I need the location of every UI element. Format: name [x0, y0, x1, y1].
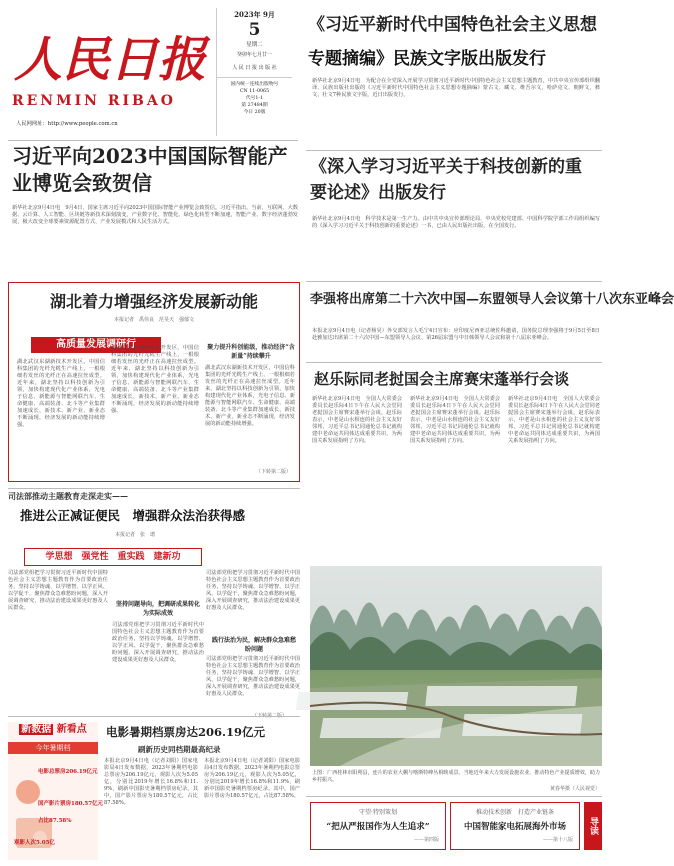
code-line: CN 11-0065: [239, 89, 270, 94]
promo-tag: 推动技术创新 打造产业链条: [475, 809, 554, 816]
promo-tag: 守望·特别策划: [359, 809, 397, 816]
guide-tag: 导读: [584, 802, 602, 850]
karst-landscape-photo: [310, 566, 602, 766]
masthead-pinyin: RENMIN RIBAO: [12, 93, 176, 109]
masthead-logo-art: [10, 10, 207, 88]
hubei-body-col3: 湖北武汉东湖新技术开发区，中国信科集团的光纤光缆生产线上，一根根细若发丝的光纤正在高速拉丝成型。近年来，湖北坚持以科技创新为引领，加快构建现代化产业体系，光电子信息、新能源与智能网联汽车、生命健康、高端装备、北斗等产业集群加速成长，新技术、新产业、新业态不断涌现，经济发展的新动能持续增强。: [205, 365, 295, 427]
asean-headline[interactable]: 李强将出席第二十六次中国—东盟领导人会议第十八次东亚峰会: [310, 292, 674, 307]
boxoffice-subhead: 刷新历史同档期最高纪录: [138, 745, 221, 754]
learn-banner: 学思想 强党性 重实践 建新功: [24, 548, 202, 566]
science-headline[interactable]: 《深入学习习近平关于科技创新的重要论述》出版发行: [310, 157, 582, 203]
hubei-subhead-banner: 高质量发展调研行: [31, 337, 161, 353]
judicial-byline: 本报记者 张 璁: [115, 532, 156, 538]
hubei-body-col2: 湖北武汉东湖新技术开发区，中国信科集团的光纤光缆生产线上，一根根细若发丝的光纤正在高速拉丝成型。近年来，湖北坚持以科技创新为引领，加快构建现代化产业体系，光电子信息、新能源与智能网联汽车、生命健康、高端装备、北斗等产业集群加速成长，新技术、新产业、新业态不断涌现，经济发展的新动能持续增强。: [111, 345, 199, 414]
promo-page: ——第四版: [413, 837, 439, 843]
svg-text:人民日报: 人民日报: [14, 32, 207, 88]
expo-body: 新华社北京9月4日电 9月4日，国家主席习近平向2023中国国际智能产业博览会致贺信。习近平指出，当前，互联网、大数据、云计算、人工智能、区块链等新技术深刻演变，产业数字化、智能化、绿色化转型不断加速，智能产业、数字经济蓬勃发展，极大改变全球要素资源配置方式、产业发展模式和人民生活方式。: [12, 205, 298, 225]
code-line: 国内统一连续出版物号: [230, 82, 279, 87]
hubei-headline[interactable]: 湖北着力增强经济发展新动能: [49, 292, 258, 311]
hubei-article-box: [8, 282, 300, 482]
date-day: 5: [248, 20, 261, 40]
code-line: 今日 20版: [243, 110, 266, 115]
newdata-line: 电影总票房206.19亿元: [38, 769, 98, 775]
masthead-website[interactable]: 人民网网址：http://www.people.com.cn: [16, 121, 118, 127]
promo-box[interactable]: [310, 802, 446, 850]
lead-headline-line1[interactable]: 《习近平新时代中国特色社会主义思想: [308, 15, 597, 35]
judicial-body-col2: 司法部党组把学习贯彻习近平新时代中国特色社会主义思想主题教育作为首要政治任务，坚持以学铸魂、以学增智、以学正风、以学促干，聚焦群众急难愁盼问题，深入开展调查研究，推动法治建设成果更好惠及人民群众。: [112, 622, 204, 663]
newdata-strip: 今年暑期档: [8, 742, 98, 754]
date-year-month: 2023年 9月: [234, 10, 275, 19]
date-edition: 人 民 日 报 出 版 社: [232, 65, 277, 71]
date-weekday: 星期二: [246, 42, 263, 48]
masthead-logo: [10, 10, 207, 88]
judicial-body-col4: 司法部党组把学习贯彻习近平新时代中国特色社会主义思想主题教育作为首要政治任务，坚持以学铸魂、以学增智、以学正风、以学促干，聚焦群众急难愁盼问题，深入开展调查研究，推动法治建设成果更好惠及人民群众。: [206, 656, 300, 697]
code-line: 代号1-1: [245, 96, 264, 101]
newdata-line: 国产影片票房180.57亿元: [38, 801, 104, 807]
zhao-body-2: 新华社北京9月4日电 全国人大常委会委员长赵乐际4日下午在人民大会堂同老挝国会主席赛宋蓬举行会谈。赵乐际表示，中老是山水相连的社会主义友好邻邦，习近平总书记同通伦总书记就构建中老命运共同体达成重要共识，为两国关系发展指明了方向。: [410, 396, 500, 444]
hubei-byline: 本报记者 禹伟良 范昊天 强郁文: [113, 317, 194, 323]
date-block: [216, 8, 292, 136]
zhao-body-1: 新华社北京9月4日电 全国人大常委会委员长赵乐际4日下午在人民大会堂同老挝国会主席赛宋蓬举行会谈。赵乐际表示，中老是山水相连的社会主义友好邻邦，习近平总书记同通伦总书记就构建中老命运共同体达成重要共识，为两国关系发展指明了方向。: [312, 396, 402, 444]
judicial-sub2: 践行法治为民，解决群众急难愁盼问题: [211, 637, 296, 653]
judicial-headline[interactable]: 推进公正减证便民 增强群众法治获得感: [20, 508, 246, 523]
boxoffice-headline[interactable]: 电影暑期档票房达206.19亿元: [106, 725, 266, 739]
newdata-label-a: 新数据: [21, 724, 52, 735]
zhao-body-3: 新华社北京9月4日电 全国人大常委会委员长赵乐际4日下午在人民大会堂同老挝国会主席赛宋蓬举行会谈。赵乐际表示，中老是山水相连的社会主义友好邻邦，习近平总书记同通伦总书记就构建中老命运共同体达成重要共识，为两国关系发展指明了方向。: [508, 396, 600, 444]
promo-page: ——第十八版: [542, 837, 573, 843]
promo-title: 中国智能家电拓展海外市场: [463, 822, 566, 832]
expo-headline[interactable]: 习近平向2023中国国际智能产业博览会致贺信: [12, 144, 288, 195]
masthead: [0, 0, 300, 150]
code-line: 第 27484期: [241, 103, 268, 108]
photo-credit: 黄春华摄（人民视觉）: [549, 786, 600, 792]
science-body: 新华社北京9月4日电 科学技术是第一生产力。由中共中央宣传部理论局、中央党校党建部、中国科学院学部工作局组织编写的《深入学习习近平关于科技创新的重要论述》一书，已由人民出版社出版，在全国发行。: [312, 216, 600, 229]
boxoffice-body-1: 本报北京9月4日电（记者刘阳）国家电影局4日发布数据，2023年暑期档电影总票房为206.19亿元，观影人次为5.05亿，分别比2019年增长16.8%和11.9%，刷新中国影史暑期档票房纪录。其中，国产影片票房为180.57亿元，占比87.58%。: [104, 758, 198, 806]
asean-body: 本报北京9月4日电（记者杨昊）外交部发言人毛宁4日宣布：应印度尼西亚总统佐科邀请，国务院总理李强将于9月5日至8日赴雅加达出席第二十六次中国—东盟领导人会议、第26届东盟与中日韩领导人会议和第十八届东亚峰会。: [312, 328, 600, 341]
judicial-sub1: 坚持问题导向，把调研成果转化为实际成效: [116, 601, 201, 617]
karst-photo-art: [310, 566, 602, 766]
promo-title: “把从严报国作为人生追求”: [326, 822, 430, 832]
boxoffice-body-2: 本报北京9月4日电（记者刘阳）国家电影局4日发布数据，2023年暑期档电影总票房为206.19亿元，观影人次为5.05亿，分别比2019年增长16.8%和11.9%，刷新中国影史暑期档票房纪录。其中，国产影片票房为180.57亿元，占比87.58%。: [204, 758, 300, 799]
newdata-line: 占比87.58%: [38, 818, 72, 824]
judicial-body-col1: 司法部党组把学习贯彻习近平新时代中国特色社会主义思想主题教育作为首要政治任务，坚持以学铸魂、以学增智、以学正风、以学促干，聚焦群众急难愁盼问题，深入开展调查研究，推动法治建设成果更好惠及人民群众。: [8, 570, 108, 611]
judicial-body-col3: 司法部党组把学习贯彻习近平新时代中国特色社会主义思想主题教育作为首要政治任务，坚持以学铸魂、以学增智、以学正风、以学促干，聚焦群众急难愁盼问题，深入开展调查研究，推动法治建设成果更好惠及人民群众。: [206, 570, 300, 611]
judicial-kicker: 司法部推动主题教育走深走实——: [8, 491, 128, 501]
newdata-panel: [8, 722, 104, 860]
photo-caption: 上图：广西桂林市阳朔县，连片的农业大棚与喀斯特峰丛相映成景。当地近年来大力发展设施农业，推动特色产业提质增效，助力乡村振兴。: [312, 770, 600, 783]
hubei-continued[interactable]: （下转第二版）: [255, 469, 291, 475]
hubei-body-col1: 湖北武汉东湖新技术开发区，中国信科集团的光纤光缆生产线上，一根根细若发丝的光纤正在高速拉丝成型。近年来，湖北坚持以科技创新为引领，加快构建现代化产业体系，光电子信息、新能源与智能网联汽车、生命健康、高端装备、北斗等产业集群加速成长，新技术、新产业、新业态不断涌现，经济发展的新动能持续增强。: [17, 359, 105, 428]
newdata-label-b: 新看点: [56, 724, 87, 735]
promo-box[interactable]: [450, 802, 580, 850]
date-lunar: 癸卯年七月廿一: [236, 52, 272, 58]
hubei-sub2: 聚力提升科创能级，推动经济“含新量”持续攀升: [207, 344, 295, 360]
lead-headline-line2: 专题摘编》民族文字版出版发行: [308, 49, 546, 69]
lead-body: 新华社北京9月4日电 为配合在全党深入开展学习贯彻习近平新时代中国特色社会主义思想主题教育，中共中央宣传部组织翻译、民族出版社出版的《习近平新时代中国特色社会主义思想专题摘编》蒙古文、藏文、维吾尔文、哈萨克文、朝鲜文、彝文、壮文7种民族文字版，近日出版发行。: [312, 78, 600, 98]
zhao-headline[interactable]: 赵乐际同老挝国会主席赛宋蓬举行会谈: [314, 370, 570, 388]
newdata-line: 观影人次5.05亿: [14, 840, 55, 846]
